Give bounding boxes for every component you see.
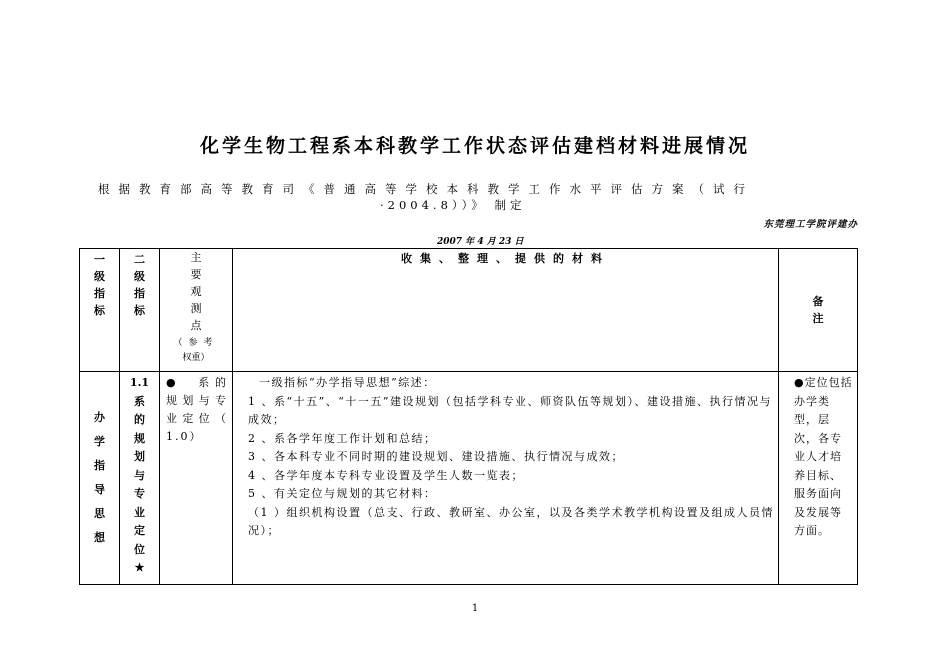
star-icon: ★ bbox=[134, 561, 145, 574]
header-materials: 收集、整理、提供的材料 bbox=[233, 249, 779, 372]
materials-line: 2 、系各学年度工作计划和总结； bbox=[248, 431, 437, 445]
document-date: 2007 年 4 月 23 日 bbox=[437, 237, 524, 247]
basis-statement-cont: ·2004.8））》 制定 bbox=[380, 198, 526, 212]
materials-line: 成效； bbox=[248, 413, 286, 426]
header-remarks: 备 注 bbox=[779, 249, 858, 372]
materials-line: 一级指标“办学指导思想”综述： bbox=[259, 376, 436, 389]
page-number: 1 bbox=[471, 603, 479, 614]
table-row bbox=[80, 372, 858, 585]
header-weight-note: （参考 bbox=[173, 338, 219, 348]
level1-indicator: 办 学 指 导 思 想 bbox=[80, 372, 120, 585]
header-weight-note-2: 权重） bbox=[182, 353, 210, 363]
basis-statement: 根据教育部高等教育司《普通高等学校本科教学工作水平评估方案（试行 bbox=[98, 182, 754, 196]
main-observation-point: ● 系的规划与专业定位（ 1.0） bbox=[160, 372, 233, 585]
document-title: 化学生物工程系本科教学工作状态评估建档材料进展情况 bbox=[199, 135, 750, 157]
materials-line: 1 、系“十五”、“十一五”建设规划（包括学科专业、师资队伍等规划）、建设措施、执行情况与 bbox=[248, 394, 772, 408]
materials-table bbox=[79, 248, 858, 585]
header-level1: 一 级 指 标 bbox=[80, 249, 120, 372]
materials-line: 5 、有关定位与规划的其它材料： bbox=[248, 487, 437, 500]
materials-line: （1 ）组织机构设置（总支、行政、教研室、办公室，以及各类学术教学机构设置及组成人员情 bbox=[248, 505, 774, 519]
materials-line: 4 、各学年度本专科专业设置及学生人数一览表； bbox=[248, 468, 524, 482]
issuing-organization: 东莞理工学院评建办 bbox=[763, 219, 858, 230]
header-level2: 二 级 指 标 bbox=[120, 249, 160, 372]
header-main-point: 主 要 观 测 点 （参考 权重） bbox=[160, 249, 233, 372]
materials-line: 3 、各本科专业不同时期的建设规划、建设措施、执行情况与成效； bbox=[248, 450, 624, 463]
materials-list bbox=[233, 372, 779, 585]
remarks-cell: ●定位包括办学类型，层次，各专业人才培养目标、服务面向及发展等方面。 bbox=[779, 372, 858, 585]
table-header-row bbox=[80, 249, 858, 372]
materials-line: 况）； bbox=[248, 524, 280, 537]
level2-indicator: 1.1 系 的 规 划 与 专 业 定 位 ★ bbox=[120, 372, 160, 585]
level2-number: 1.1 bbox=[129, 376, 150, 389]
